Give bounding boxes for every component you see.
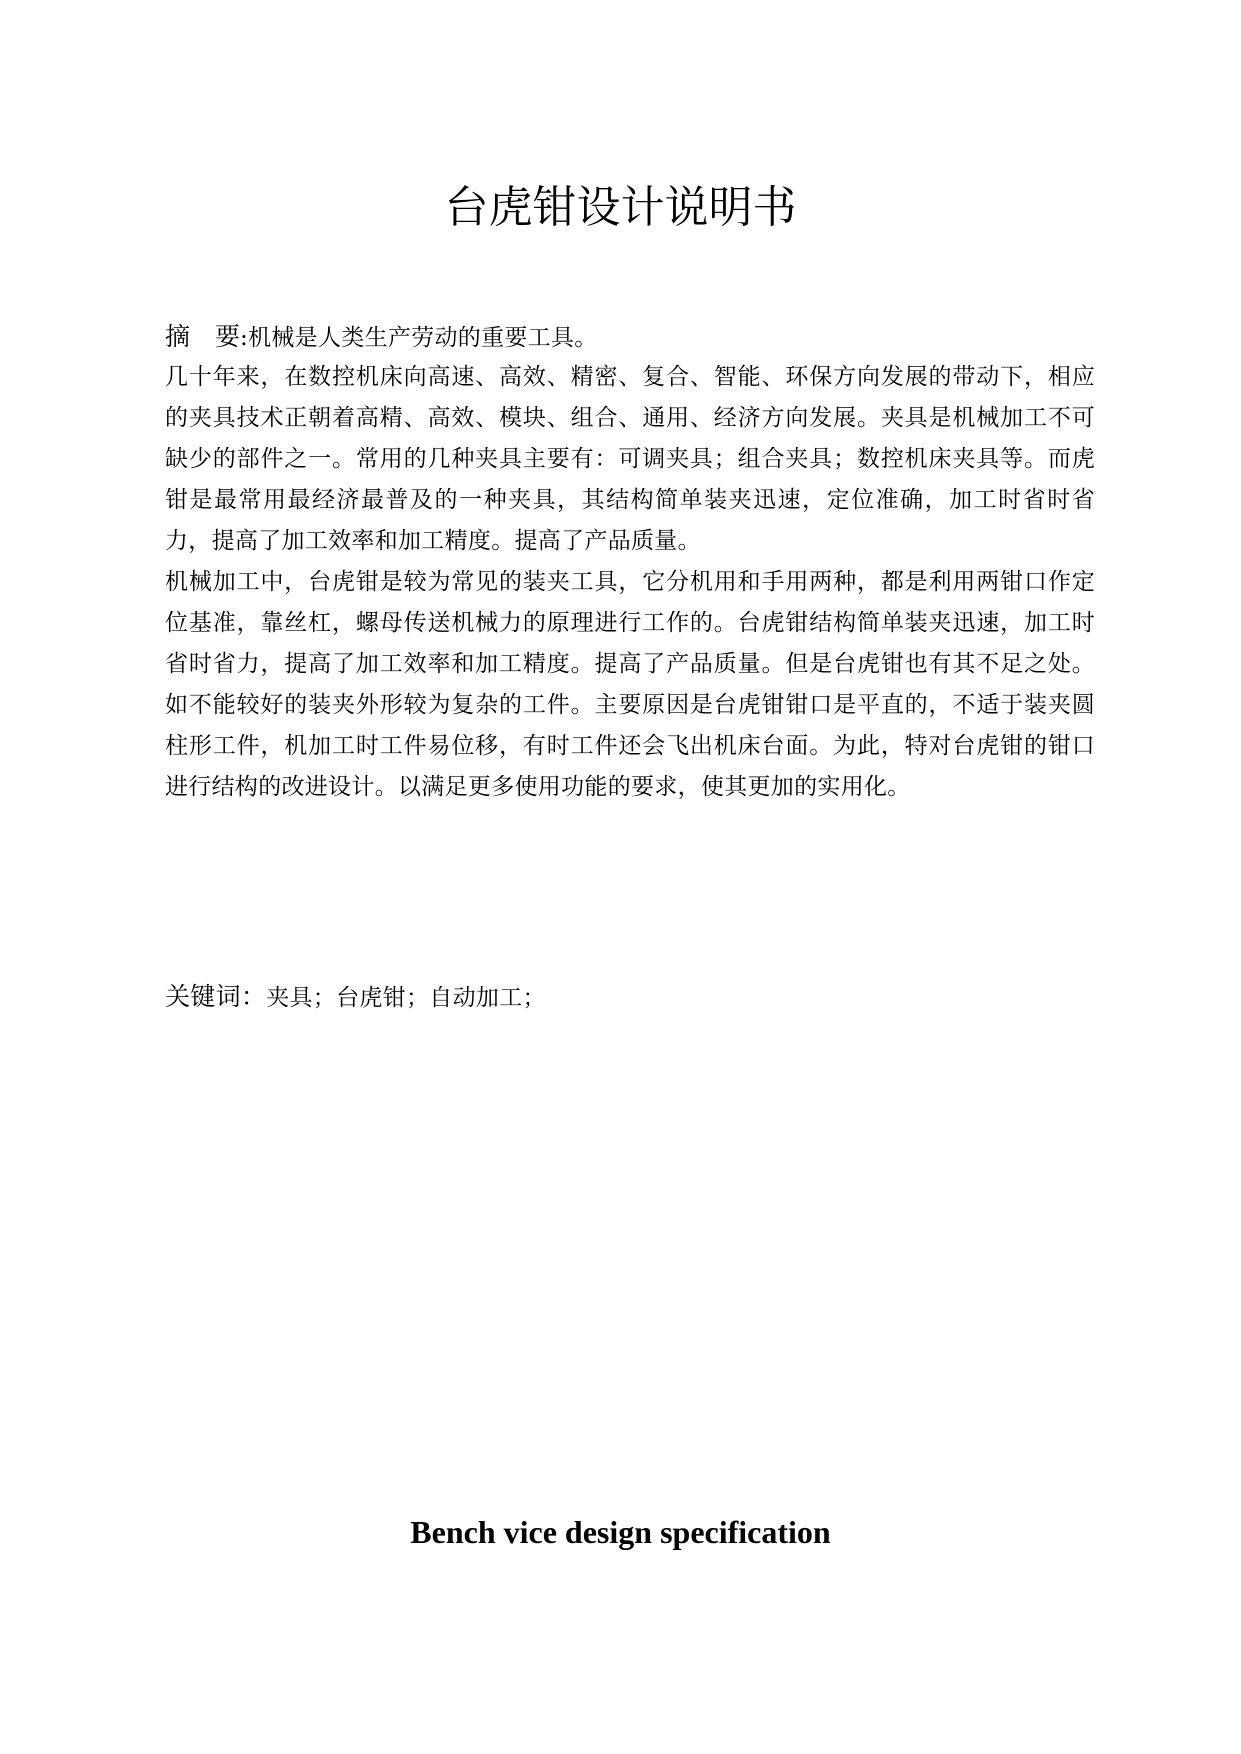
abstract-paragraph-1: 几十年来，在数控机床向高速、高效、精密、复合、智能、环保方向发展的带动下，相应的夹具技术正朝着高精、高效、模块、组合、通用、经济方向发展。夹具是机械加工不可缺少的部件之一。常用的几种夹具主要有：可调夹具；组合夹具；数控机床夹具等。而虎钳是最常用最经济最普及的一种夹具，其结构简单装夹迅速，定位准确，加工时省时省力，提高了加工效率和加工精度。提高了产品质量。	[165, 364, 1095, 554]
abstract-paragraph-2: 机械加工中，台虎钳是较为常见的装夹工具，它分机用和手用两种，都是利用两钳口作定位基准，靠丝杠，螺母传送机械力的原理进行工作的。台虎钳结构简单装夹迅速，加工时省时省力，提高了加工效率和加工精度。提高了产品质量。但是台虎钳也有其不足之处。如不能较好的装夹外形较为复杂的工件。主要原因是台虎钳钳口是平直的，不适于装夹圆柱形工件，机加工时工件易位移，有时工件还会飞出机床台面。为此，特对台虎钳的钳口进行结构的改进设计。以满足更多使用功能的要求，使其更加的实用化。	[165, 569, 1095, 800]
abstract-label: 摘 要	[165, 322, 241, 351]
keywords-line	[165, 976, 1095, 1019]
keywords-label: 关键词：	[165, 982, 267, 1011]
abstract-heading	[165, 316, 1095, 359]
abstract-lead: 机械是人类生产劳动的重要工具。	[248, 325, 598, 351]
keywords-text: 夹具；台虎钳；自动加工；	[266, 985, 546, 1011]
document-title: 台虎钳设计说明书	[444, 182, 797, 233]
abstract-colon: :	[240, 325, 249, 351]
english-title: Bench vice design specification	[410, 1514, 831, 1550]
abstract-body	[165, 357, 1095, 808]
